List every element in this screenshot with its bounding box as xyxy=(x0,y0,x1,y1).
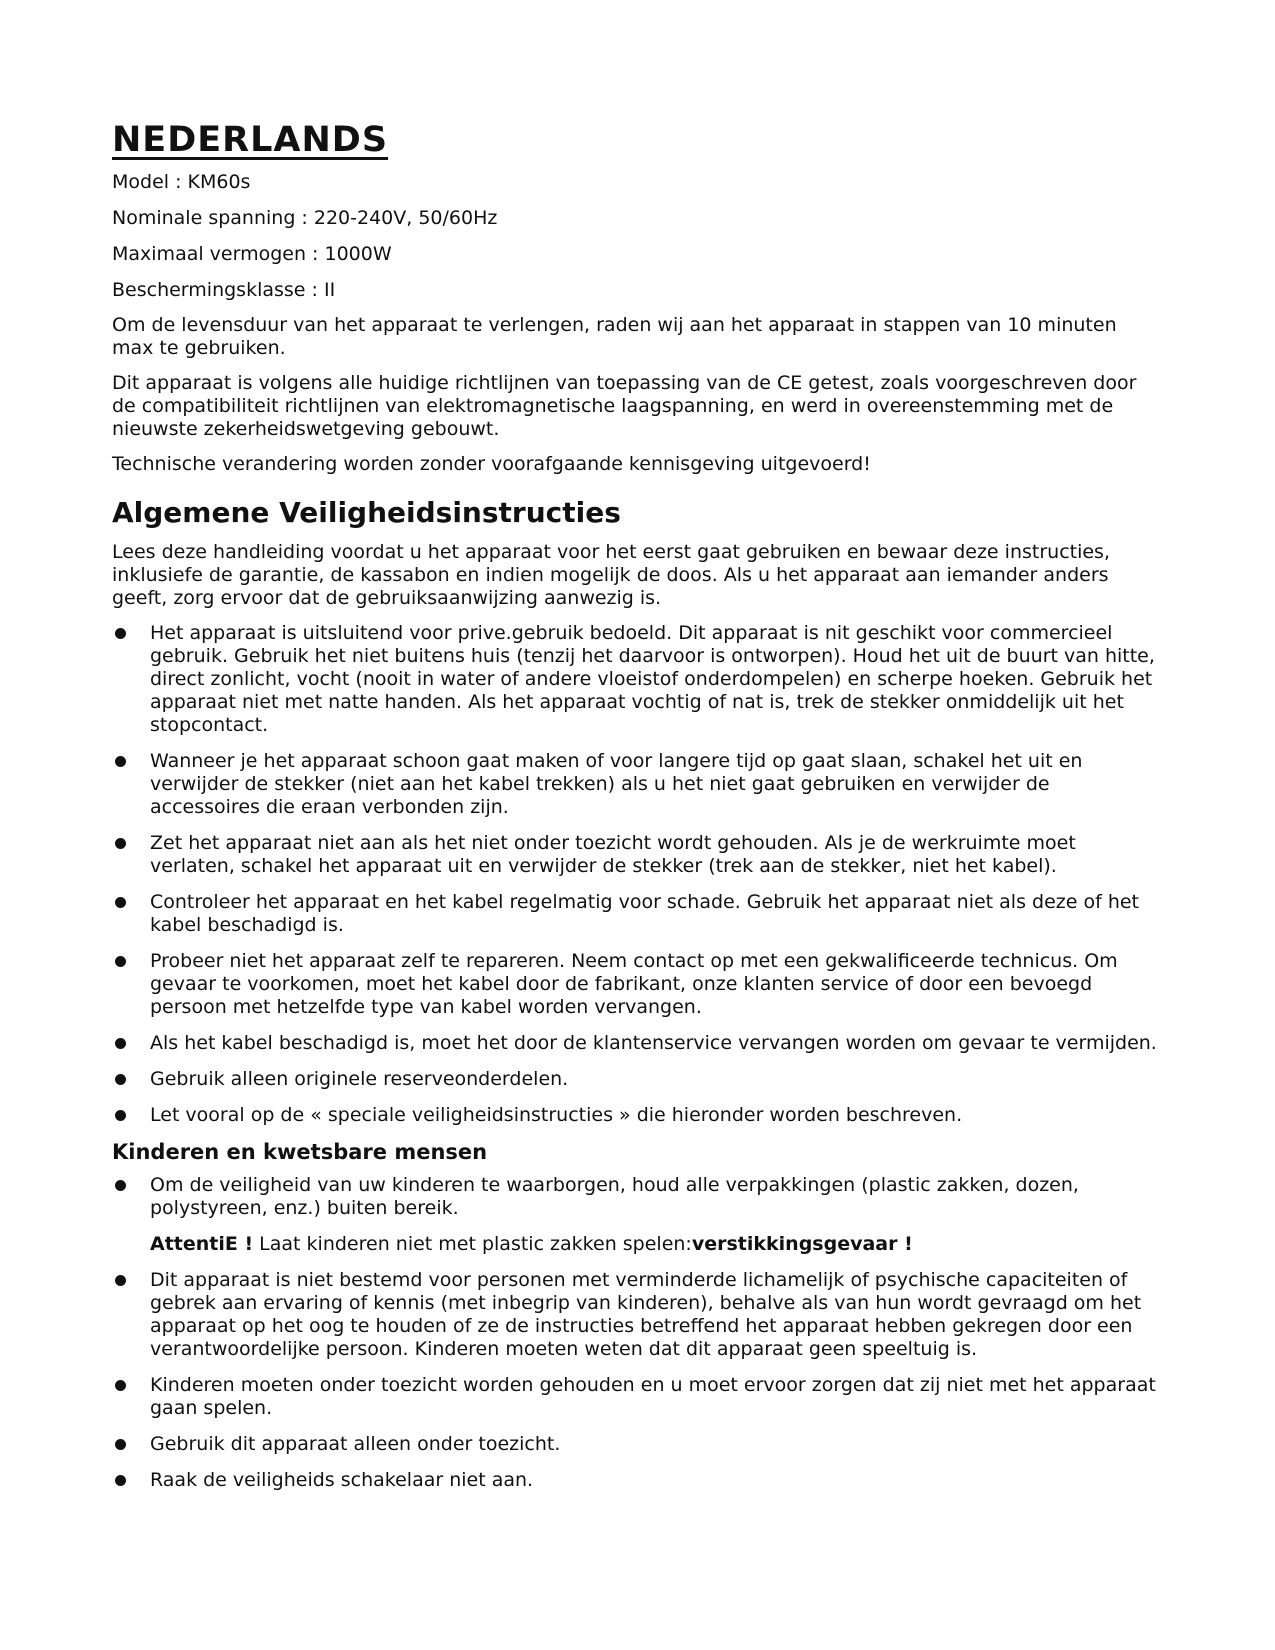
children-list xyxy=(112,1174,1162,1220)
document-title: NEDERLANDS xyxy=(112,120,389,160)
list-item: Wanneer je het apparaat schoon gaat maken of voor langere tijd op gaat slaan, schakel het uit en verwijder de stekker (niet aan het kabel trekken) als u het niet gaat gebruiken en verwijder de accessoires die eraan verbonden zijn. xyxy=(112,750,1162,819)
intro-paragraph-changes: Technische verandering worden zonder voorafgaande kennisgeving uitgevoerd! xyxy=(112,453,871,475)
list-item: Let vooral op de « speciale veiligheidsinstructies » die hieronder worden beschreven. xyxy=(112,1104,1162,1127)
list-item: Kinderen moeten onder toezicht worden gehouden en u moet ervoor zorgen dat zij niet met het apparaat gaan spelen. xyxy=(112,1374,1162,1420)
list-item: Zet het apparaat niet aan als het niet onder toezicht wordt gehouden. Als je de werkruimte moet verlaten, schakel het apparaat uit en verwijder de stekker (trek aan de stekker, niet het kabel). xyxy=(112,832,1162,878)
attention-label: AttentiE ! xyxy=(150,1233,254,1255)
list-item: Probeer niet het apparaat zelf te repareren. Neem contact op met een gekwalificeerde technicus. Om gevaar te voorkomen, moet het kabel door de fabrikant, onze klanten service of door een bevoegd persoon met hetzelfde type van kabel worden vervangen. xyxy=(112,950,1162,1019)
section-heading: Algemene Veiligheidsinstructies xyxy=(112,496,621,529)
list-item: Als het kabel beschadigd is, moet het door de klantenservice vervangen worden om gevaar te vermijden. xyxy=(112,1032,1162,1055)
list-item: Gebruik alleen originele reserveonderdelen. xyxy=(112,1068,1162,1091)
spec-power: Maximaal vermogen : 1000W xyxy=(112,243,392,265)
spec-protection-class: Beschermingsklasse : II xyxy=(112,279,336,301)
attention-text: Laat kinderen niet met plastic zakken spelen: xyxy=(253,1233,692,1255)
intro-paragraph-usage: Om de levensduur van het apparaat te verlengen, raden wij aan het apparaat in stappen van 10 minuten max te gebruiken. xyxy=(112,314,1117,359)
suffocation-warning: verstikkingsgevaar ! xyxy=(691,1233,913,1255)
list-item: Om de veiligheid van uw kinderen te waarborgen, houd alle verpakkingen (plastic zakken, dozen, polystyreen, enz.) buiten bereik. xyxy=(112,1174,1162,1220)
intro-paragraph-ce: Dit apparaat is volgens alle huidige richtlijnen van toepassing van de CE getest, zoals voorgeschreven door de compatibiliteit richtlijnen van elektromagnetische laagspanning, en werd in overeenstemming met de nieuwste zekerheidswetgeving gebouwt. xyxy=(112,372,1137,440)
spec-voltage: Nominale spanning : 220-240V, 50/60Hz xyxy=(112,207,498,229)
spec-model: Model : KM60s xyxy=(112,171,251,193)
section-intro: Lees deze handleiding voordat u het apparaat voor het eerst gaat gebruiken en bewaar deze instructies, inklusiefe de garantie, de kassabon en indien mogelijk de doos. Als u het apparaat aan iemander anders geeft, zorg ervoor dat de gebruiksaanwijzing aanwezig is. xyxy=(112,541,1110,609)
list-item: Dit apparaat is niet bestemd voor personen met verminderde lichamelijk of psychische capaciteiten of gebrek aan ervaring of kennis (met inbegrip van kinderen), behalve als van hun wordt gevraagd om het apparaat op het oog te houden of ze de instructies betreffend het apparaat hebben gekregen door een verantwoordelijke persoon. Kinderen moeten weten dat dit apparaat geen speeltuig is. xyxy=(112,1269,1162,1361)
list-item: Het apparaat is uitsluitend voor prive.gebruik bedoeld. Dit apparaat is nit geschikt voor commercieel gebruik. Gebruik het niet buitens huis (tenzij het daarvoor is ontworpen). Houd het uit de buurt van hitte, direct zonlicht, vocht (nooit in water of andere vloeistof onderdompelen) en scherpe hoeken. Gebruik het apparaat niet met natte handen. Als het apparaat vochtig of nat is, trek de stekker onmiddelijk uit het stopcontact. xyxy=(112,622,1162,737)
children-list-rest xyxy=(112,1269,1162,1492)
safety-list xyxy=(112,622,1162,1127)
subsection-heading: Kinderen en kwetsbare mensen xyxy=(112,1140,488,1164)
document-page xyxy=(112,120,1162,1505)
list-item: Controleer het apparaat en het kabel regelmatig voor schade. Gebruik het apparaat niet als deze of het kabel beschadigd is. xyxy=(112,891,1162,937)
list-item: Raak de veiligheids schakelaar niet aan. xyxy=(112,1469,1162,1492)
list-item: Gebruik dit apparaat alleen onder toezicht. xyxy=(112,1433,1162,1456)
attention-note xyxy=(150,1233,1162,1256)
